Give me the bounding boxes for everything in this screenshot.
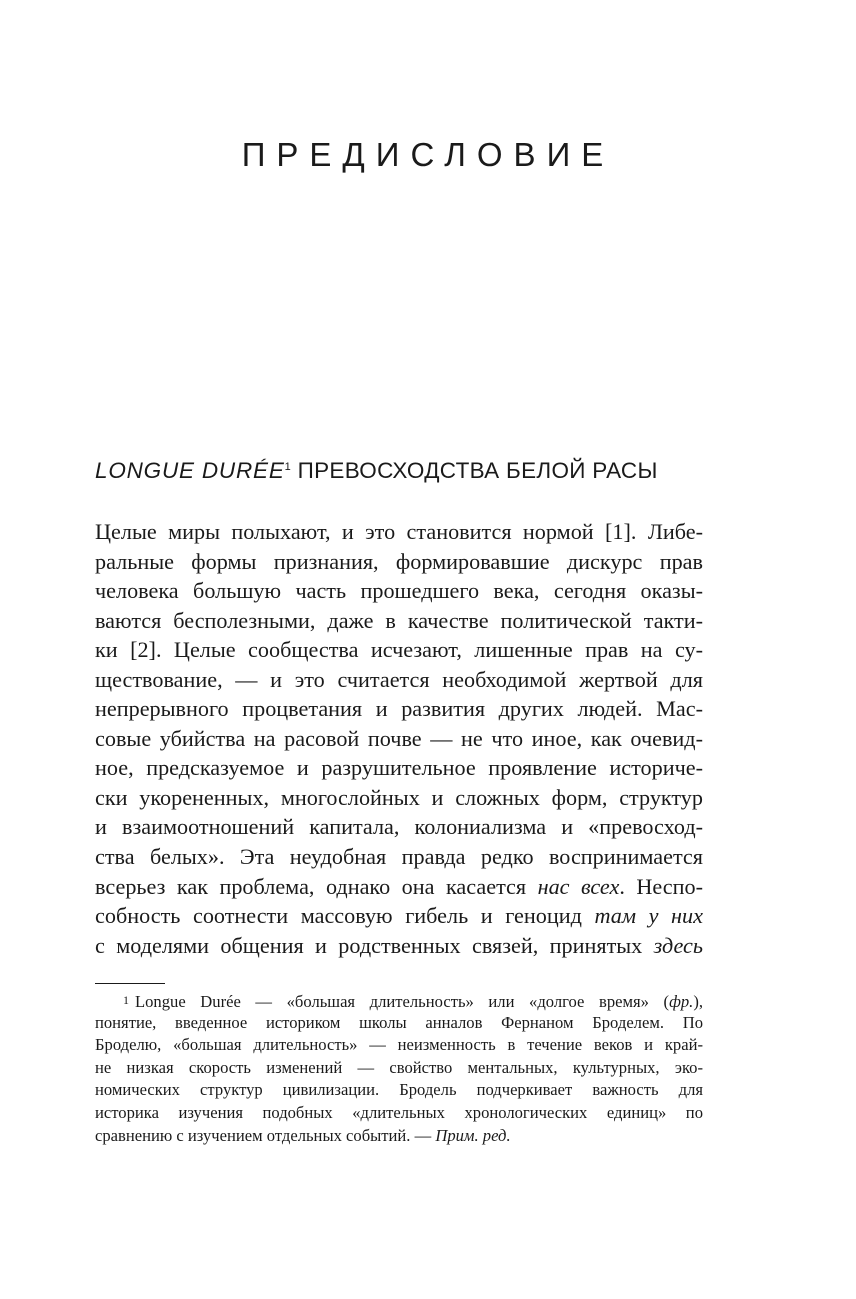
- footnote-marker: 1: [123, 993, 129, 1007]
- paragraph-line: собность соотнести массовую гибель и геноцид там у них: [95, 903, 703, 929]
- paragraph-line: ства белых». Эта неудобная правда редко воспринимается: [95, 844, 703, 870]
- footnote-line: Броделю, «большая длительность» — неизменность в течение веков и край-: [95, 1035, 703, 1055]
- footnote-line: не низкая скорость изменений — свойство ментальных, культурных, эко-: [95, 1057, 703, 1077]
- paragraph-line: непрерывного процветания и развития других людей. Мас-: [95, 696, 703, 722]
- chapter-title: ПРЕДИСЛОВИЕ: [241, 136, 615, 173]
- paragraph-line: ски укорененных, многослойных и сложных форм, структур: [95, 784, 703, 810]
- paragraph-line: ки [2]. Целые сообщества исчезают, лишенные прав на су-: [95, 637, 703, 663]
- paragraph-line: ное, предсказуемое и разрушительное проявление историче-: [95, 755, 703, 781]
- paragraph-line: ществование, — и это считается необходимой жертвой для: [95, 666, 703, 692]
- section-heading-text: ПРЕВОСХОДСТВА БЕЛОЙ РАСЫ: [297, 458, 658, 483]
- footnote-line: понятие, введенное историком школы анналов Фернаном Броделем. По: [95, 1012, 703, 1032]
- paragraph-line: ваются бесполезными, даже в качестве политической такти-: [95, 607, 703, 633]
- paragraph-line: совые убийства на расовой почве — не что иное, как очевид-: [95, 725, 703, 751]
- emphasis: там у них: [594, 903, 703, 929]
- paragraph-line: ральные формы признания, формировавшие дискурс прав: [95, 548, 703, 574]
- footnote-line: историка изучения подобных «длительных хронологических единиц» по: [95, 1102, 703, 1122]
- paragraph-line: всерьез как проблема, однако она касается нас всех. Неспо-: [95, 873, 703, 899]
- paragraph-line: и взаимоотношений капитала, колониализма и «превосход-: [95, 814, 703, 840]
- footnote-line: 1 Longue Durée — «большая длительность» или «долгое время» (фр.),: [123, 992, 703, 1011]
- footnote: [95, 989, 703, 1147]
- paragraph-line: Целые миры полыхают, и это становится нормой [1]. Либе-: [95, 519, 703, 544]
- footnote-line: номических структур цивилизации. Бродель подчеркивает важность для: [95, 1080, 703, 1100]
- emphasis: здесь: [653, 932, 703, 958]
- body-paragraph: [95, 517, 703, 960]
- footnote-line: сравнению с изучением отдельных событий. — Прим. ред.: [95, 1125, 511, 1145]
- footnote-reference: 1: [284, 461, 292, 473]
- footnote-divider: [95, 983, 165, 984]
- emphasis: нас всех: [537, 873, 620, 899]
- section-heading-latin: LONGUE DURÉE: [95, 458, 285, 483]
- paragraph-line: с моделями общения и родственных связей, принятых здесь: [95, 932, 703, 958]
- emphasis: Прим. ред.: [435, 1125, 511, 1145]
- paragraph-line: человека большую часть прошедшего века, сегодня оказы-: [95, 578, 703, 604]
- section-heading: [95, 458, 715, 484]
- emphasis: фр.: [669, 992, 694, 1011]
